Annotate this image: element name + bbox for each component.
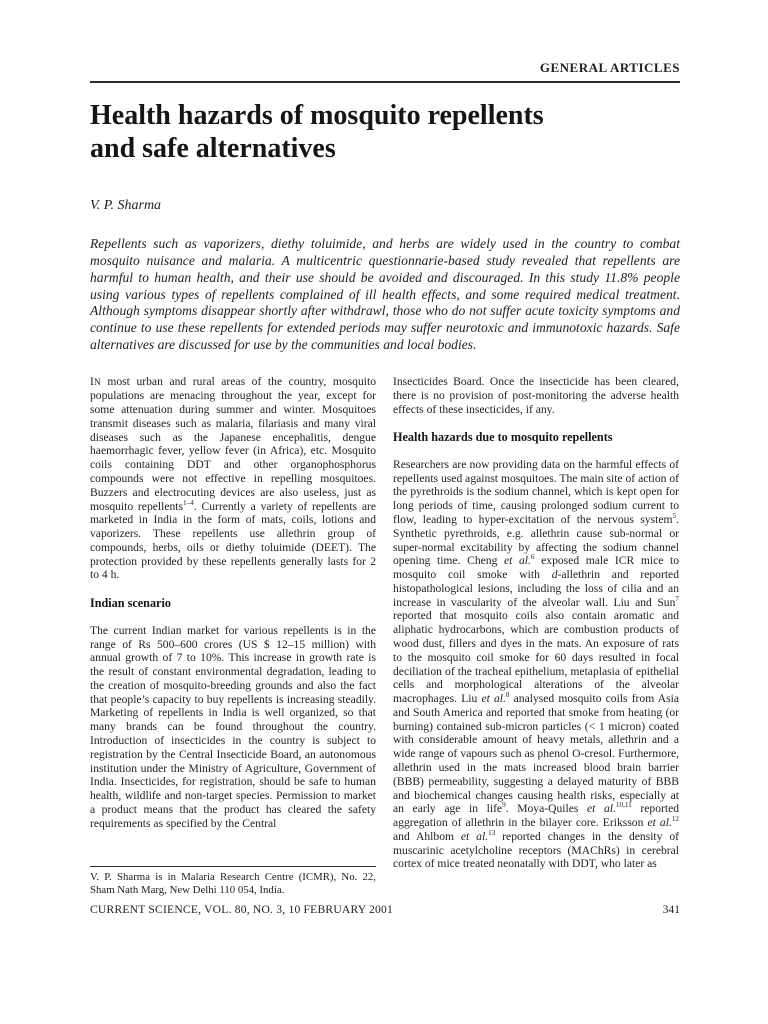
- page-footer: [90, 903, 680, 916]
- footnote-text: V. P. Sharma is in Malaria Research Centre (ICMR), No. 22, Sham Nath Marg, New Delhi 110 054, India.: [90, 871, 376, 897]
- header-rule: [90, 81, 680, 83]
- page-content: [90, 0, 680, 871]
- left-column: [90, 375, 376, 871]
- abstract-text: Repellents such as vaporizers, diethy toluimide, and herbs are widely used in the country to combat mosquito nuisance and malaria. A multicentric questionnarie-based study revealed that repellents are harmful to human health, and their use should be avoided and discouraged. In this study 11.8% people using various types of repellents complained of ill health effects, and some required medical treatment. Although symptoms disappear shortly after withdrawl, those who do not suffer acute toxicity symptoms and continue to use these repellents for extended periods may suffer neurotoxic and immunotoxic hazards. Safe alternatives are discussed for use by the communities and local bodies.: [90, 236, 680, 353]
- author-name: V. P. Sharma: [90, 198, 162, 214]
- section-heading-health-hazards: Health hazards due to mosquito repellents: [393, 430, 613, 445]
- running-head: GENERAL ARTICLES: [539, 60, 680, 75]
- article-title-line2: and safe alternatives: [90, 133, 336, 165]
- right-paragraph-1: Insecticides Board. Once the insecticide has been cleared, there is no provision of post-monitoring the adverse health effects of these insecticides, if any.: [393, 374, 679, 416]
- author-footnote: [90, 866, 376, 898]
- journal-citation: CURRENT SCIENCE, VOL. 80, NO. 3, 10 FEBRUARY 2001: [90, 903, 393, 916]
- left-paragraph-1: IN most urban and rural areas of the country, mosquito populations are menacing throughout the year, except for some attenuation during summer and winter. Mosquitoes transmit diseases such as malaria, filariasis and many viral diseases such as the Japanese encephalitis, dengue haemorrhagic fever, yellow fever (in Africa), etc. Mosquito coils containing DDT and other organophosphorus compounds were not effective in repelling mosquitoes. Buzzers and electrocuting devices are also useless, just as mosquito repellents$^{1-4}$. Currently a variety of repellents are marketed in India in the form of mats, coils, lotions and vaporizers. These repellents use allethrin group of compounds, herbs, oils or diethy toluimide (DEET). The protection provided by these repellents generally lasts for 2 to 4 h.: [90, 374, 376, 582]
- right-paragraph-2: Researchers are now providing data on the harmful effects of repellents used against mosquitoes. The main site of action of the pyrethroids is the sodium channel, which is kept open for long periods of time, causing prolonged sodium current to flow, leading to hyper-excitation of the nervous system$^5$. Synthetic pyrethroids, e.g. allethrin cause sub-normal or super-normal excitability by affecting the sodium channel opening time. Cheng et al.$^6$ exposed male ICR mice to mosquito coil smoke with d-allethrin and reported histopathological lesions, including the loss of cilia and an increase in vascularity of the alveolar wall. Liu and Sun$^7$ reported that mosquito coils also contain aromatic and aliphatic hydrocarbons, which are combustion products of wood dust, fillers and dyes in the mats. An exposure of rats to the mosquito coil smoke for 60 days resulted in focal deciliation of the tracheal epithelium, metaplasia of epithelial cells and morphological alterations of the alveolar macrophages. Liu et al.$^8$ analysed mosquito coils from Asia and South America and reported that smoke from heating (or burning) contained sub-micron particles (< 1 micron) coated with considerable amount of heavy metals, allethrin and a wide range of vapours such as phenol O-cresol. Furthermore, allethrin used in the mats increased blood brain barrier (BBB) permeability, suggesting a delayed maturity of BBB and biochemical changes causing health risks, especially at an early age in life$^9$. Moya-Quiles et al.$^{10,11}$ reported aggregation of allethrin in the bilayer core. Eriksson et al.$^{12}$ and Ahlbom et al.$^{13}$ reported changes in the density of muscarinic acetylcholine receptors (MAChRs) in cerebral cortex of mice treated neonatally with DDT, who later as: [393, 457, 680, 871]
- page-number: 341: [662, 903, 680, 916]
- right-column: [393, 375, 679, 871]
- article-title-line1: Health hazards of mosquito repellents: [90, 100, 544, 131]
- two-column-body: [90, 375, 680, 871]
- article-title: [90, 99, 680, 165]
- footnote-rule: [90, 866, 376, 867]
- section-heading-indian-scenario: Indian scenario: [90, 596, 171, 611]
- left-paragraph-2: The current Indian market for various repellents is in the range of Rs 500–600 crores (US $ 12–15 million) with annual growth of 7 to 10%. This increase in growth rate is the result of constant environmental degradation, leading to the creation of mosquito-breeding grounds and also the fact that people’s capacity to buy repellents is increasing steadily. Marketing of repellents in India is well organized, so that many brands can be found throughout the country. Introduction of insecticides in the country is subject to registration by the Central Insecticide Board, an autonomous institution under the Ministry of Agriculture, Government of India. Insecticides, for registration, should be safe to human health, wildlife and non-target species. Permission to market a product means that the product has cleared the safety requirements as specified by the Central: [90, 623, 376, 830]
